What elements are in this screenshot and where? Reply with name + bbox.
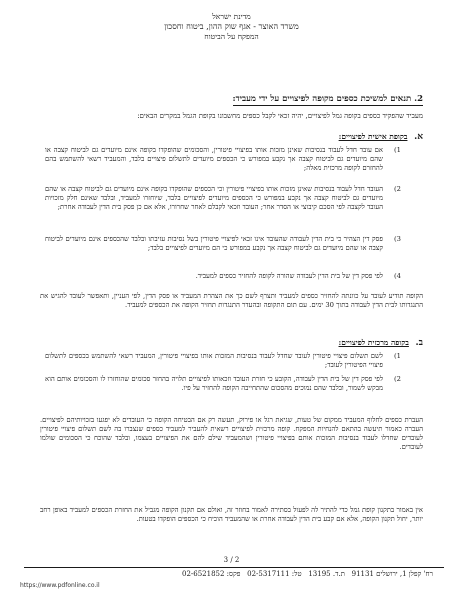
- item-number: 2): [394, 375, 401, 383]
- part-a-item-3: [45, 235, 401, 253]
- item-text: לשם תשלום פיצויי פיטורין לעובד שחדל לעבוד בנסיבות המזכות אותו בפיצויי פיטורין, המעביד רשאי להשתמש בכספים לתשלום פיצויי הפיטורין לעובד;: [45, 352, 383, 369]
- part-b-item-2: [45, 375, 401, 393]
- item-text: אם עובד חדל לעבוד בנסיבות שאינן מזכות אותו בפיצויי פיטורין, והסכומים שהופקדו בקופה אינם מיועדים גם לביטוח קצבה או שהם מיועדים גם לביטוח קצבה אך נקבע במפורש כי הכספים מיועדים לתשלום פיצויים בלבד, והמעביד רשאי להשתמש בהם להחזרם לקופה מרכזית מאלה;: [45, 146, 383, 172]
- part-a-item-2: [45, 185, 401, 212]
- part-a-item-1: [45, 146, 401, 173]
- item-number: 1): [394, 146, 401, 154]
- footer-divider: [24, 567, 444, 568]
- section-title-text: תנאים למשיכת כספים מקופה לפיצויים על ידי מעביד:: [232, 94, 412, 104]
- footer-pobox: ת.ד. 13195: [308, 570, 345, 578]
- part-a-heading: [339, 132, 423, 142]
- part-a-item-4: [45, 272, 401, 281]
- header-ministry: משרד האוצר - אגף שוק ההון, ביטוח וחסכון: [164, 22, 299, 31]
- section-title: [233, 94, 423, 106]
- header-division: המפקח על הביטוח: [204, 32, 259, 41]
- footer-address: רח' קפלן 1, ירושלים 91131: [351, 570, 433, 578]
- item-number: 1): [394, 352, 401, 360]
- item-number: 4): [394, 272, 401, 280]
- part-b-letter: ב.: [415, 338, 423, 348]
- item-text: פסק דין הצהיר כי בית הדין לעבודה שהעובד אינו זכאי לפיצויי פיטורין בשל נסיבות עזיבתו ובלבד שהכספים אינם מיועדים לביטוח קצבה או שהם מיועדים גם לביטוח קצבה אך נקבע במפורש כי הם מיועדים לפיצויים בלבד;: [45, 235, 383, 252]
- item-number: 2): [394, 185, 401, 193]
- header-state: מדינת ישראל: [212, 12, 251, 21]
- part-a-letter: א.: [414, 132, 423, 142]
- footer-fax: פקס: 02-6521852: [181, 570, 241, 578]
- notice-paragraph: הקופה תודיע לעובד על כוונתה להחזיר כספים למעביד ותצרף לשם כך את הצהרת המעביד או פסק הדין, לפי העניין, ותאפשר לעובד להגיש את התנגדותו לבית הדין לעבודה בתוך 30 ימים. עם תום התקופה ובהעדר התנגדות תחזיר הקופה את הכספים למעביד.: [40, 292, 423, 309]
- item-text: העובד חדל לעבוד בנסיבות שאינן מזכות אותו בפיצויי פיטורין וכי הכספים שהופקדו בקופה אינם מיועדים גם לביטוח קצבה או שהם מיועדים גם לביטוח קצבה אך נקבע במפורש כי הכספים מיועדים לפיצויים בלבד, שיוחזרו למעביד, ובלבד שאינם חלק מזכויות העובד לקצבה לפי הסכם קיבוצי או הסדר אחר; העובד וזכאי לקבלם לאחר שחרורו, אלא אם כן פסק בית הדין לעבודה אחרת;: [45, 185, 383, 211]
- item-number: 3): [394, 235, 401, 243]
- page-number: 2 / 3: [223, 556, 240, 564]
- part-b-item-1: [45, 352, 401, 370]
- part-a-title: בקופת אישית לפיצויים:: [338, 132, 408, 141]
- section-number: 2.: [414, 94, 423, 104]
- footer-contact: [182, 570, 433, 579]
- item-text: לפי פסק דין של בית הדין לעבודה שהורה לקופה להחזיר כספים למעביד.: [195, 272, 383, 280]
- closing-paragraph: אין באמור בתקנון קופת גמל כדי להתיר לה לפעול בסתירה לאמור בחוזר זה, ואולם אם תקנון הקופה מגביל את החזרת הכספים למעביד באופן רחב יותר, יחול תקנון הקופה, אלא אם קבע בית הדין לעבודה אחרת או שהמעביד הוכיח כי הכספים הופקדו בטעות.: [40, 506, 423, 523]
- footer-phone: טל: 02-5317111: [247, 570, 302, 578]
- source-url[interactable]: https://www.pdfonline.co.il: [20, 582, 100, 589]
- item-text: לפי פסק דין של בית הדין לעבודה, הקובע כי חזרת העובד וזכאותו לפיצויים תלויה בהחזר סכומים שהוחזרו לו והסכומים אותם הוא מבקש לשמור, ובלבד שהם נמוכים מהסכום שהתחייבה הקופה להחזיר על פיו.: [45, 375, 383, 392]
- intro-paragraph: מעביד שהפקיד כספים בקופה גמל לפיצויים, יהיה זכאי לקבל כספים מחשבונו בקופת הגמל במקרים הבאים:: [137, 112, 423, 120]
- transfer-paragraph: העברת כספים לחלוף המעביד ממקום של טעות, שגיאת רגל או פירוק, תעשה רק אם הבטיחה הקופה כי העובדים לא יפגעו בזכויותיהם לפיצויים. העברה כאמור תיעשה בהתאם להנחיות המפקח. קופה מרכזית לפיצויים רשאית להעביר למעביד כספים שנצברו בה לשם תשלום פיצויי פיטורין לעובדים שחדלו לעבוד בנסיבות המזכות אותם בפיצויי פיטורין ושהמעביד שילם להם את הפיצויים בעצמו, ובלבד שהוכח כי הסכומים שולמו לעובדים.: [40, 416, 423, 451]
- part-b-title: בקופה מרכזית לפיצויים:: [338, 338, 409, 347]
- part-b-heading: [339, 338, 423, 348]
